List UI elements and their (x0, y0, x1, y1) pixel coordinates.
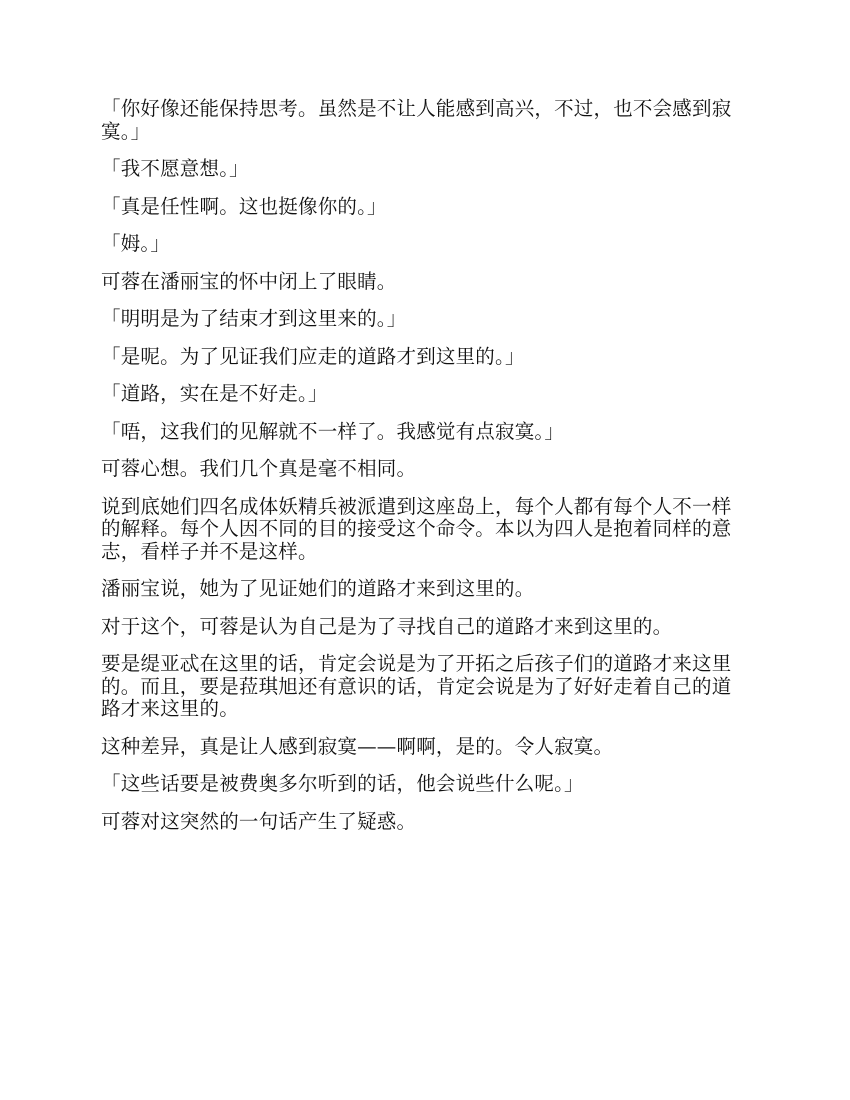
paragraph: 「明明是为了结束才到这里来的。」 (101, 307, 407, 330)
paragraph: 「真是任性啊。这也挺像你的。」 (101, 194, 387, 218)
paragraph: 这种差异，真是让人感到寂寞——啊啊，是的。令人寂寞。 (101, 734, 614, 758)
paragraph: 「是呢。为了见证我们应走的道路才到这里的。」 (101, 344, 525, 368)
paragraph: 说到底她们四名成体妖精兵被派遣到这座岛上，每个人都有每个人不一样的解释。每个人因不同的目的接受这个命令。本以为四人是抱着同样的意志，看样子并不是这样。 (101, 494, 732, 563)
paragraph: 可蓉心想。我们几个真是毫不相同。 (101, 457, 417, 480)
paragraph: 要是缇亚忒在这里的话，肯定会说是为了开拓之后孩子们的道路才来这里的。而且，要是菈琪旭还有意识的话，肯定会说是为了好好走着自己的道路才来这里的。 (101, 652, 732, 720)
paragraph: 可蓉对这突然的一句话产生了疑惑。 (101, 809, 417, 833)
paragraph: 「姆。」 (101, 232, 171, 255)
paragraph: 可蓉在潘丽宝的怀中闭上了眼睛。 (101, 269, 397, 293)
paragraph: 「道路，实在是不好走。」 (101, 382, 328, 405)
paragraph: 「我不愿意想。」 (101, 157, 249, 180)
paragraph: 「唔，这我们的见解就不一样了。我感觉有点寂寞。」 (101, 419, 565, 443)
document-body (101, 98, 751, 848)
paragraph: 「这些话要是被费奥多尔听到的话，他会说些什么呢。」 (101, 772, 584, 795)
paragraph: 「你好像还能保持思考。虽然是不让人能感到高兴，不过，也不会感到寂寞。」 (101, 97, 732, 143)
paragraph: 潘丽宝说，她为了见证她们的道路才来到这里的。 (101, 577, 535, 600)
paragraph: 对于这个，可蓉是认为自己是为了寻找自己的道路才来到这里的。 (101, 614, 673, 638)
